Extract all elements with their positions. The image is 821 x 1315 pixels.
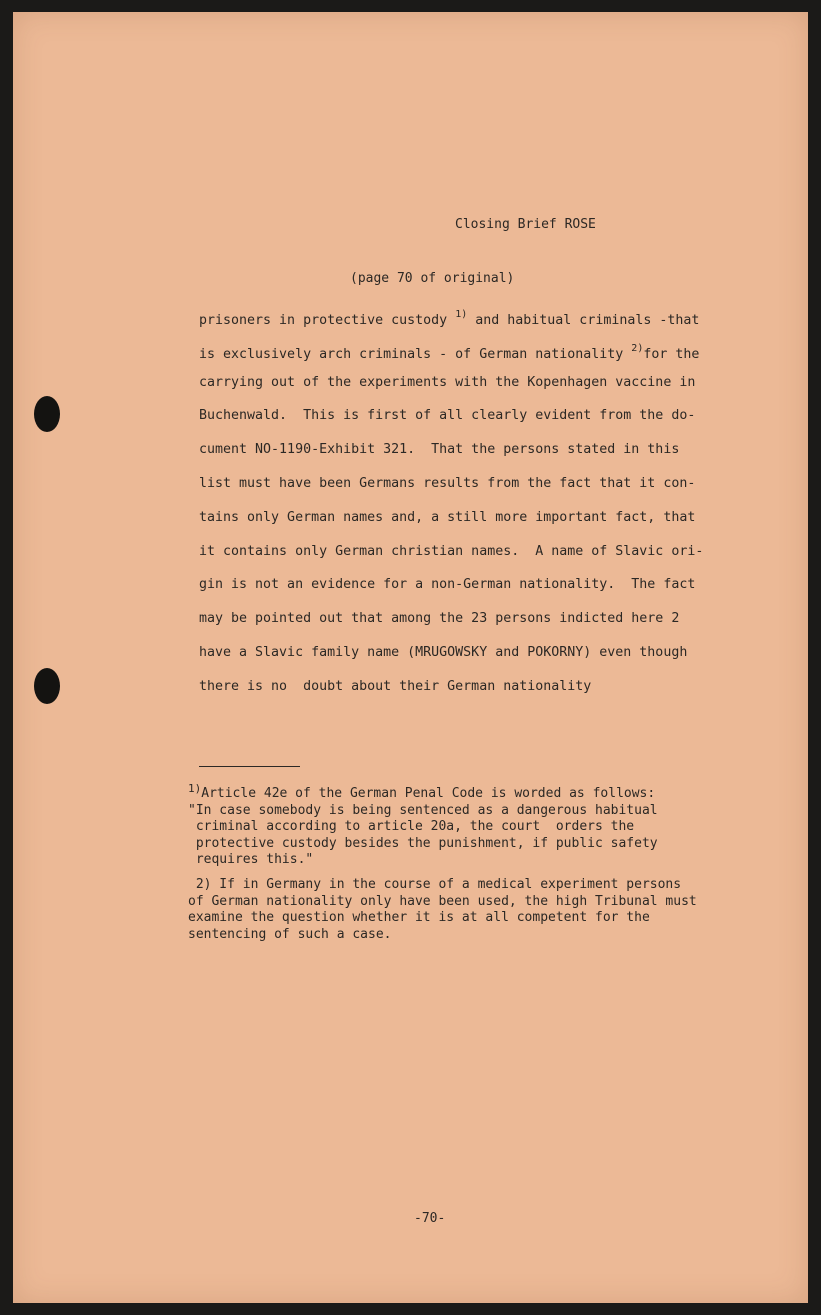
page-number: -70- <box>414 1211 446 1226</box>
footnote-line: sentencing of such a case. <box>188 926 392 942</box>
original-page-reference: (page 70 of original) <box>350 271 515 286</box>
punch-hole <box>34 668 60 704</box>
body-line: carrying out of the experiments with the Kopenhagen vaccine in <box>199 374 696 390</box>
body-text <box>199 301 739 707</box>
body-line: have a Slavic family name (MRUGOWSKY and POKORNY) even though <box>199 644 688 660</box>
footnote-line: $^{1)}$Article 42e of the German Penal Code is worded as follows: <box>188 782 656 801</box>
body-line: cument NO-1190-Exhibit 321. That the persons stated in this <box>199 442 680 458</box>
footnote-ref-2: 2) <box>631 342 644 354</box>
punch-hole <box>34 396 60 432</box>
footnote-line: requires this." <box>188 852 314 868</box>
document-page <box>13 12 808 1303</box>
footnote-ref-1: 1) <box>455 309 468 320</box>
body-line: Buchenwald. This is first of all clearly evident from the do- <box>199 408 696 424</box>
body-line: it contains only German christian names. A name of Slavic ori- <box>199 543 704 559</box>
body-line: list must have been Germans results from the fact that it con- <box>199 475 696 491</box>
body-line: prisoners in protective custody $^{1)}$ and habitual criminals -that <box>199 309 700 328</box>
document-header: Closing Brief ROSE <box>455 217 596 232</box>
footnote-divider <box>199 766 300 767</box>
body-line: is exclusively arch criminals - of German nationality $^{2)}$for the <box>199 342 700 362</box>
body-line: tains only German names and, a still more important fact, that <box>199 509 696 525</box>
footnote-1 <box>188 781 748 869</box>
body-line: there is no doubt about their German nationality <box>199 678 592 694</box>
body-line: gin is not an evidence for a non-German nationality. The fact <box>199 577 696 593</box>
footnote-line: 2) If in Germany in the course of a medical experiment persons <box>188 877 682 892</box>
footnote-line: "In case somebody is being sentenced as a dangerous habitual <box>188 802 658 818</box>
footnote-line: criminal according to article 20a, the court orders the <box>188 819 635 835</box>
footnote-line: of German nationality only have been used, the high Tribunal must <box>188 893 697 909</box>
footnote-line: examine the question whether it is at all competent for the <box>188 910 650 926</box>
footnote-line: protective custody besides the punishment, if public safety <box>188 835 658 851</box>
footnote-2 <box>188 877 748 943</box>
footnote-1-mark: 1) <box>188 782 202 795</box>
body-line: may be pointed out that among the 23 persons indicted here 2 <box>199 611 680 627</box>
